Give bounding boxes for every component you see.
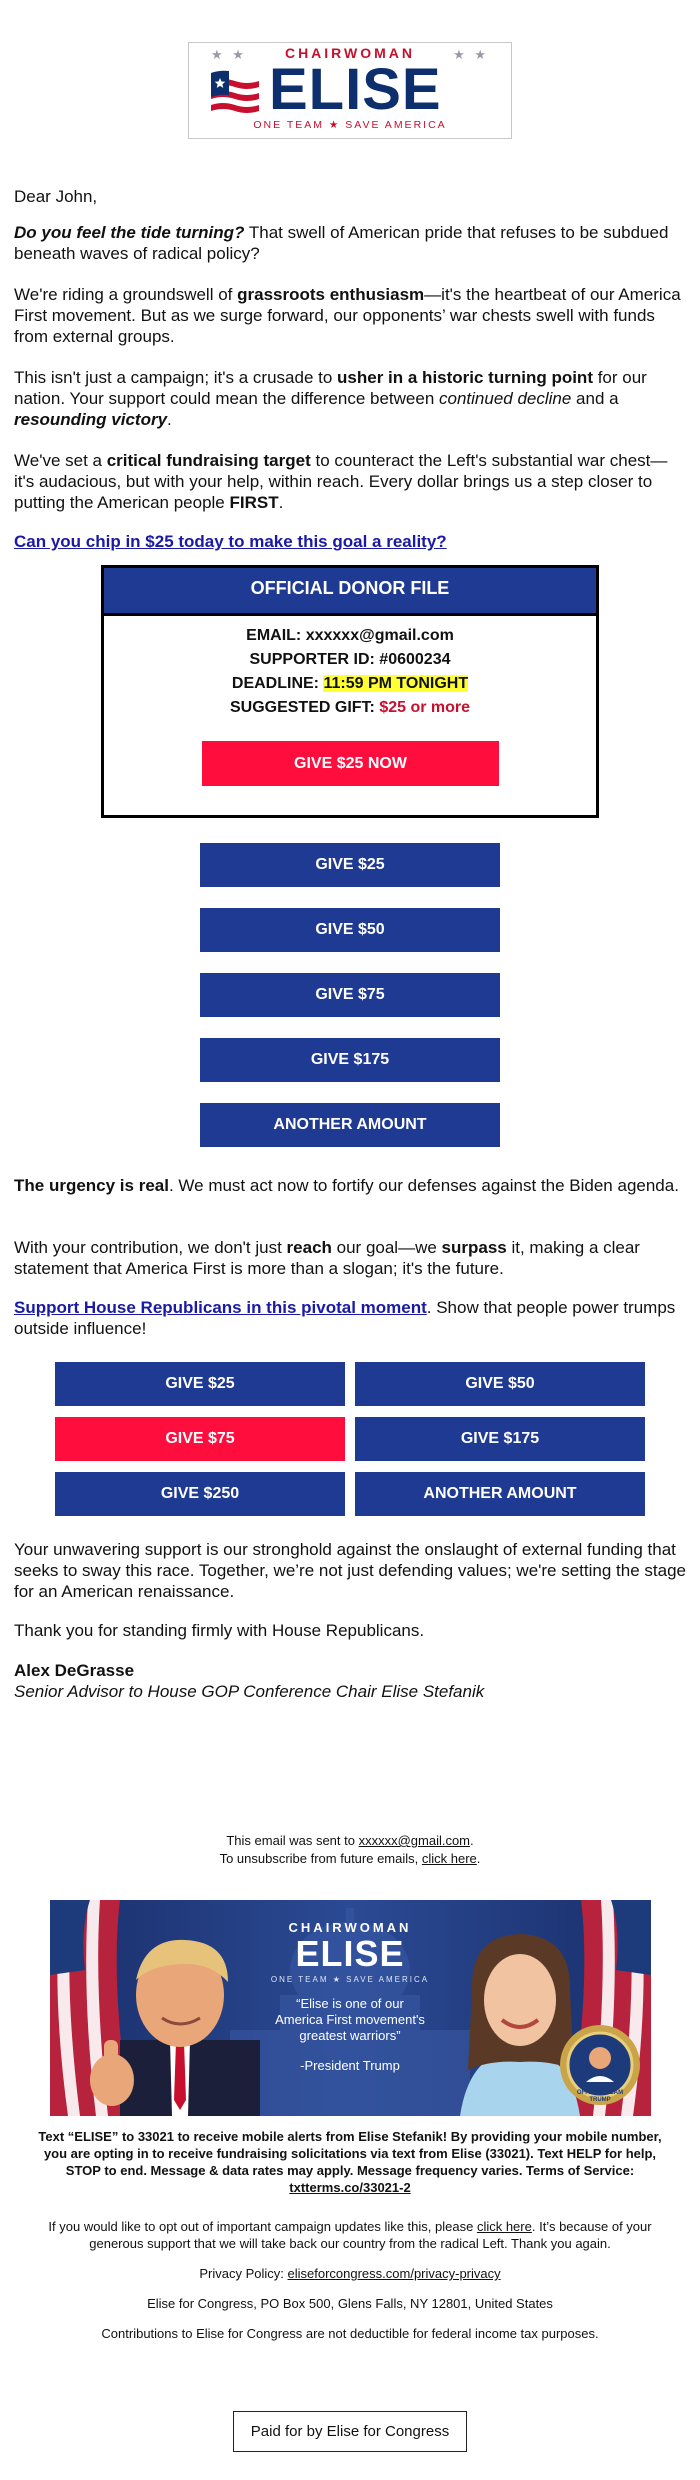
- paragraph-tide-em: Do you feel the tide turning?: [14, 223, 245, 242]
- logo-stars-left: ★ ★: [211, 47, 247, 62]
- urgency-bold: The urgency is real: [14, 1176, 169, 1195]
- grid-give-50-button[interactable]: GIVE $50: [355, 1362, 645, 1406]
- paragraph-thanks: Thank you for standing firmly with House Republicans.: [14, 1621, 425, 1640]
- banner-tagline: ONE TEAM ★ SAVE AMERICA: [270, 1975, 430, 1984]
- p3-b: usher in a historic turning point: [337, 368, 593, 387]
- paragraph-tide-rest: That swell of American pride that refuses to be subdued beneath waves of radical policy?: [14, 223, 669, 263]
- banner-quote: “Elise is one of our America First movement's greatest warriors”: [275, 1996, 425, 2043]
- p3-g: .: [167, 410, 172, 429]
- donor-file-box: [101, 565, 599, 818]
- c-c: our goal—we: [331, 1238, 442, 1257]
- give-175-button[interactable]: GIVE $175: [200, 1038, 500, 1082]
- paid-for-box: Paid for by Elise for Congress: [233, 2411, 467, 2452]
- p2-a: We're riding a groundswell of: [14, 285, 238, 304]
- donor-deadline: 11:59 PM TONIGHT: [323, 675, 469, 692]
- paragraph-groundswell: [14, 284, 686, 347]
- donor-supporter-line: [104, 651, 596, 669]
- sent-to-end: .: [470, 1833, 474, 1848]
- sent-to-text: This email was sent to: [226, 1833, 359, 1848]
- urgency-rest: . We must act now to fortify our defenses against the Biden agenda.: [168, 1176, 679, 1195]
- logo-stars-right: ★ ★: [453, 47, 489, 62]
- c-e: it, making a clear statement that America First is more than a slogan; it's the future.: [14, 1238, 640, 1278]
- donor-gift-label: SUGGESTED GIFT:: [229, 699, 380, 716]
- paragraph-support: [14, 1297, 686, 1339]
- sms-text: Text “ELISE” to 33021 to receive mobile alerts from Elise Stefanik! By providing your mobile number, you are opting in to receive fundraising solicitations via text from Elise (33021). Text HELP for help, STOP to end. Message & data rates may apply. Message frequency varies. Terms of Service:: [38, 2129, 662, 2178]
- tax-disclaimer: Contributions to Elise for Congress are not deductible for federal income tax purposes.: [101, 2326, 599, 2341]
- banner-name: ELISE: [295, 1933, 405, 1974]
- p4-a: We've set a: [14, 451, 107, 470]
- give-25-button[interactable]: GIVE $25: [200, 843, 500, 887]
- donor-supporter-id: #0600234: [379, 651, 451, 668]
- sent-to-line: [0, 1832, 700, 1849]
- paragraph-target: [14, 450, 686, 513]
- grid-give-75-button[interactable]: GIVE $75: [55, 1417, 345, 1461]
- sms-disclaimer: [34, 2128, 666, 2196]
- cta-paragraph: [14, 531, 686, 552]
- p3-f: resounding victory: [14, 410, 168, 429]
- logo-name: ELISE: [269, 57, 442, 122]
- c-d: surpass: [441, 1238, 507, 1257]
- paragraph-contribution: [14, 1237, 686, 1279]
- donor-email-line: [104, 627, 596, 645]
- support-rest: . Show that people power trumps outside influence!: [14, 1298, 676, 1338]
- optout-paragraph: [44, 2218, 656, 2252]
- privacy-label: Privacy Policy:: [199, 2266, 288, 2281]
- banner-seal-text: OFFICIAL TEAM TRUMP: [576, 2090, 624, 2103]
- promo-banner[interactable]: [50, 1900, 651, 2116]
- address-line: Elise for Congress, PO Box 500, Glens Falls, NY 12801, United States: [147, 2296, 553, 2311]
- give-50-button[interactable]: GIVE $50: [200, 908, 500, 952]
- donor-file-title: OFFICIAL DONOR FILE: [104, 568, 596, 616]
- optout-link[interactable]: click here: [476, 2219, 532, 2234]
- greeting: Dear John,: [14, 187, 98, 206]
- p2-c: —it's the heartbeat of our America First movement. But as we surge forward, our opponents’ war chests swell with funds from external groups.: [14, 285, 681, 346]
- paragraph-stronghold: Your unwavering support is our stronghold against the onslaught of external funding that seeks to sway this race. Together, we’re not just defending values; we're setting the stage for an American renaissance.: [14, 1540, 686, 1601]
- logo-chairwoman-text: CHAIRWOMAN: [284, 45, 416, 61]
- privacy-link[interactable]: eliseforcongress.com/privacy-privacy: [287, 2266, 501, 2281]
- unsubscribe-line: [0, 1850, 700, 1867]
- unsubscribe-link[interactable]: click here: [421, 1851, 477, 1866]
- banner-attribution: -President Trump: [300, 2058, 400, 2073]
- donor-gift: $25 or more: [379, 699, 471, 716]
- sms-terms-link[interactable]: txtterms.co/33021-2: [289, 2180, 411, 2195]
- donor-email: xxxxxx@gmail.com: [305, 627, 454, 644]
- c-b: reach: [286, 1238, 332, 1257]
- donor-gift-line: [104, 699, 596, 717]
- header-logo[interactable]: [188, 42, 512, 139]
- donor-email-label: EMAIL:: [246, 627, 306, 644]
- p4-e: .: [278, 493, 284, 512]
- sent-to-email-link[interactable]: xxxxxx@gmail.com: [358, 1833, 471, 1848]
- optout-text: If you would like to opt out of important campaign updates like this, please: [48, 2219, 477, 2234]
- p2-b: grassroots enthusiasm: [237, 285, 425, 304]
- privacy-line: [0, 2265, 700, 2282]
- grid-give-250-button[interactable]: GIVE $250: [55, 1472, 345, 1516]
- unsubscribe-end: .: [476, 1851, 481, 1866]
- donor-supporter-label: SUPPORTER ID:: [249, 651, 380, 668]
- flag-icon: [209, 67, 261, 115]
- another-amount-button[interactable]: ANOTHER AMOUNT: [200, 1103, 500, 1147]
- signer-name: Alex DeGrasse: [14, 1661, 135, 1680]
- chip-in-link[interactable]: Can you chip in $25 today to make this goal a reality?: [14, 532, 447, 551]
- donor-deadline-line: [104, 675, 596, 693]
- grid-give-175-button[interactable]: GIVE $175: [355, 1417, 645, 1461]
- p4-c: to counteract the Left's substantial war chest—it's audacious, but with your help, within reach. Every dollar brings us a step closer to putting the American people: [14, 451, 668, 512]
- give-25-now-button[interactable]: GIVE $25 NOW: [202, 741, 499, 786]
- paragraph-urgency: [14, 1175, 686, 1196]
- unsubscribe-text: To unsubscribe from future emails,: [219, 1851, 422, 1866]
- p4-b: critical fundraising target: [106, 451, 311, 470]
- p4-d: FIRST: [229, 493, 279, 512]
- grid-give-25-button[interactable]: GIVE $25: [55, 1362, 345, 1406]
- donor-deadline-label: DEADLINE:: [231, 675, 324, 692]
- signer-title: Senior Advisor to House GOP Conference Chair Elise Stefanik: [14, 1682, 485, 1701]
- paragraph-tide: [14, 222, 686, 264]
- p3-c: for our nation. Your support could mean the difference between: [14, 368, 647, 408]
- support-house-republicans-link[interactable]: Support House Republicans in this pivotal moment: [14, 1298, 427, 1317]
- p3-a: This isn't just a campaign; it's a crusade to: [14, 368, 338, 387]
- optout-end: . It’s because of your generous support that we will take back our country from the radical Left. Thank you again.: [89, 2219, 652, 2251]
- grid-another-amount-button[interactable]: ANOTHER AMOUNT: [355, 1472, 645, 1516]
- p3-e: and a: [571, 389, 619, 408]
- c-a: With your contribution, we don't just: [14, 1238, 287, 1257]
- banner-chairwoman: CHAIRWOMAN: [288, 1920, 412, 1935]
- give-75-button[interactable]: GIVE $75: [200, 973, 500, 1017]
- paragraph-crusade: [14, 367, 686, 430]
- p3-d: continued decline: [439, 389, 572, 408]
- logo-tagline: ONE TEAM ★ SAVE AMERICA: [253, 119, 447, 131]
